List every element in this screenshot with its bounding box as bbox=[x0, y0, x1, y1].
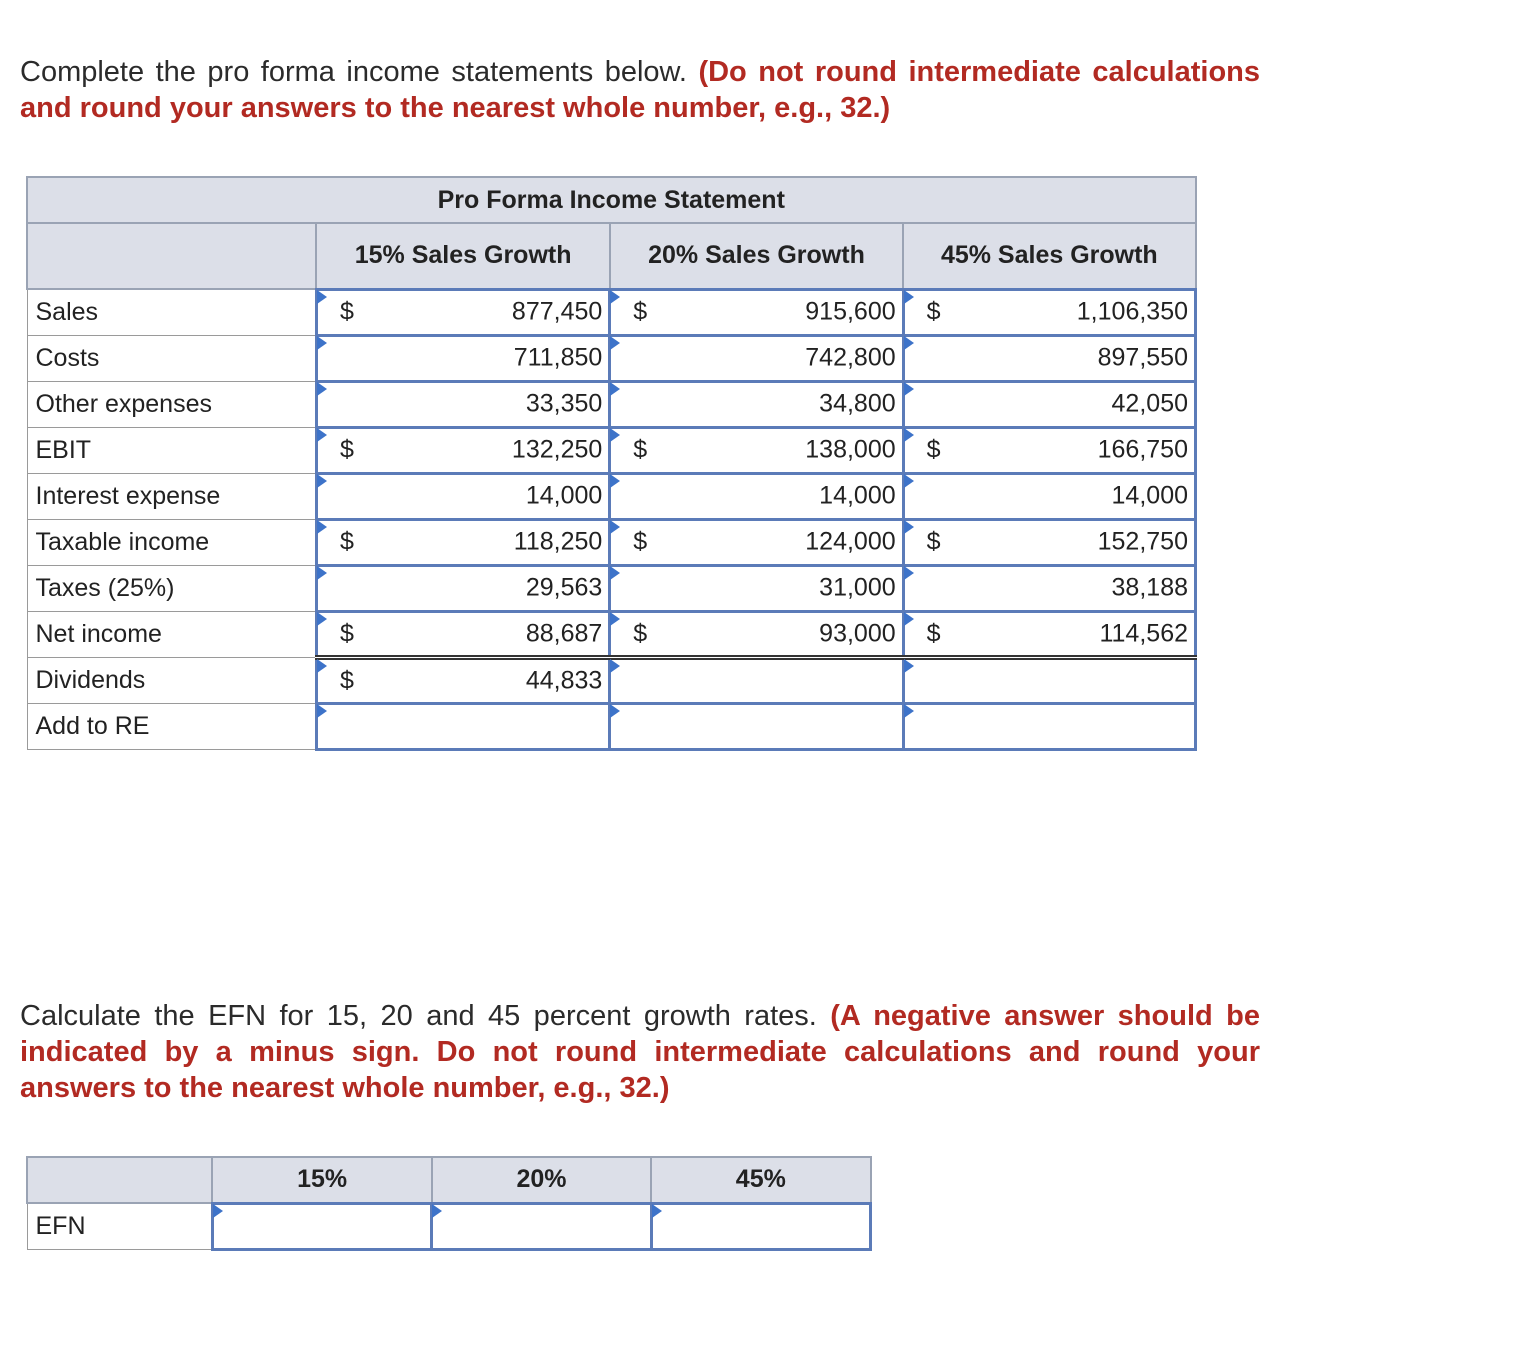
input-marker-icon bbox=[317, 612, 327, 626]
costs-input-45[interactable] bbox=[903, 335, 1195, 381]
row-label-dividends: Dividends bbox=[27, 657, 316, 703]
add-to-re-input-15[interactable] bbox=[316, 703, 609, 749]
input-marker-icon bbox=[904, 474, 914, 488]
interest-expense-input-45[interactable] bbox=[903, 473, 1195, 519]
input-marker-icon bbox=[317, 659, 327, 673]
header-blank bbox=[27, 1157, 212, 1203]
cell-value: 14,000 bbox=[525, 481, 603, 510]
input-marker-icon bbox=[610, 520, 620, 534]
table-row bbox=[27, 565, 1196, 611]
input-marker-icon bbox=[904, 704, 914, 718]
pro-forma-income-statement-table bbox=[26, 176, 1197, 751]
input-marker-icon bbox=[610, 612, 620, 626]
interest-expense-input-20[interactable] bbox=[610, 473, 903, 519]
cell-value: 34,800 bbox=[819, 389, 896, 418]
row-label-taxes-25: Taxes (25%) bbox=[27, 565, 316, 611]
currency-symbol: $ bbox=[339, 527, 354, 556]
taxes-25-input-45[interactable] bbox=[903, 565, 1195, 611]
currency-symbol: $ bbox=[633, 435, 648, 464]
table-row bbox=[27, 381, 1196, 427]
currency-symbol: $ bbox=[926, 297, 941, 326]
cell-value: 38,188 bbox=[1111, 573, 1188, 602]
instruction-income-statement bbox=[20, 54, 1260, 126]
cell-value: 31,000 bbox=[819, 573, 896, 602]
input-marker-icon bbox=[610, 428, 620, 442]
input-marker-icon bbox=[610, 290, 620, 304]
input-marker-icon bbox=[317, 382, 327, 396]
cell-value: 138,000 bbox=[805, 435, 896, 464]
add-to-re-input-20[interactable] bbox=[610, 703, 903, 749]
instruction-text: Complete the pro forma income statements below. bbox=[20, 56, 699, 88]
dividends-input-15[interactable] bbox=[316, 657, 609, 703]
input-marker-icon bbox=[904, 520, 914, 534]
table-row bbox=[27, 473, 1196, 519]
input-marker-icon bbox=[317, 428, 327, 442]
efn-header-20: 20% bbox=[432, 1157, 651, 1203]
cell-value: 1,106,350 bbox=[1076, 297, 1188, 326]
table-row bbox=[27, 611, 1196, 657]
column-header-45: 45% Sales Growth bbox=[903, 223, 1195, 289]
ebit-input-20[interactable] bbox=[610, 427, 903, 473]
input-marker-icon bbox=[610, 382, 620, 396]
input-marker-icon bbox=[904, 566, 914, 580]
other-expenses-input-20[interactable] bbox=[610, 381, 903, 427]
interest-expense-input-15[interactable] bbox=[316, 473, 609, 519]
table-row bbox=[27, 427, 1196, 473]
taxable-income-input-20[interactable] bbox=[610, 519, 903, 565]
efn-table bbox=[26, 1156, 872, 1251]
row-label-efn: EFN bbox=[27, 1203, 212, 1249]
input-marker-icon bbox=[213, 1204, 223, 1218]
input-marker-icon bbox=[610, 474, 620, 488]
input-marker-icon bbox=[904, 382, 914, 396]
cell-value: 132,250 bbox=[511, 435, 603, 464]
row-label-interest-expense: Interest expense bbox=[27, 473, 316, 519]
cell-value: 897,550 bbox=[1097, 343, 1188, 372]
input-marker-icon bbox=[904, 659, 914, 673]
cell-value: 33,350 bbox=[525, 389, 603, 418]
sales-input-15[interactable] bbox=[316, 289, 609, 335]
dividends-input-20[interactable] bbox=[610, 657, 903, 703]
dividends-input-45[interactable] bbox=[903, 657, 1195, 703]
efn-input-15[interactable] bbox=[212, 1203, 431, 1249]
instruction-emphasis: (A negative answer should be indicated by a minus sign. Do not round intermediate calculations and round your answers to the nearest whole number, e.g., 32.) bbox=[20, 1000, 1260, 1104]
cell-value: 14,000 bbox=[1111, 481, 1188, 510]
input-marker-icon bbox=[317, 336, 327, 350]
row-label-costs: Costs bbox=[27, 335, 316, 381]
cell-value: 166,750 bbox=[1097, 435, 1188, 464]
other-expenses-input-15[interactable] bbox=[316, 381, 609, 427]
cell-value: 44,833 bbox=[525, 666, 603, 694]
costs-input-15[interactable] bbox=[316, 335, 609, 381]
input-marker-icon bbox=[652, 1204, 662, 1218]
input-marker-icon bbox=[904, 336, 914, 350]
cell-value: 124,000 bbox=[805, 527, 896, 556]
input-marker-icon bbox=[904, 290, 914, 304]
currency-symbol: $ bbox=[926, 527, 941, 556]
row-label-ebit: EBIT bbox=[27, 427, 316, 473]
input-marker-icon bbox=[610, 566, 620, 580]
input-marker-icon bbox=[610, 704, 620, 718]
currency-symbol: $ bbox=[633, 297, 648, 326]
table-row bbox=[27, 335, 1196, 381]
cell-value: 88,687 bbox=[525, 619, 603, 647]
cell-value: 118,250 bbox=[513, 527, 603, 556]
table-title: Pro Forma Income Statement bbox=[27, 177, 1196, 223]
input-marker-icon bbox=[610, 336, 620, 350]
input-marker-icon bbox=[317, 474, 327, 488]
cell-value: 29,563 bbox=[525, 573, 603, 602]
input-marker-icon bbox=[610, 659, 620, 673]
taxes-25-input-20[interactable] bbox=[610, 565, 903, 611]
currency-symbol: $ bbox=[633, 619, 648, 647]
ebit-input-15[interactable] bbox=[316, 427, 609, 473]
table-row bbox=[27, 657, 1196, 703]
cell-value: 915,600 bbox=[805, 297, 896, 326]
currency-symbol: $ bbox=[339, 666, 354, 694]
other-expenses-input-45[interactable] bbox=[903, 381, 1195, 427]
table-row bbox=[27, 289, 1196, 335]
currency-symbol: $ bbox=[926, 619, 941, 647]
cell-value: 14,000 bbox=[819, 481, 896, 510]
instruction-efn bbox=[20, 998, 1260, 1106]
efn-input-45[interactable] bbox=[651, 1203, 870, 1249]
currency-symbol: $ bbox=[926, 435, 941, 464]
table-row bbox=[27, 703, 1196, 749]
net-income-input-15[interactable] bbox=[316, 611, 609, 657]
efn-header-45: 45% bbox=[651, 1157, 870, 1203]
taxable-income-input-45[interactable] bbox=[903, 519, 1195, 565]
row-label-net-income: Net income bbox=[27, 611, 316, 657]
currency-symbol: $ bbox=[339, 297, 354, 326]
input-marker-icon bbox=[904, 612, 914, 626]
cell-value: 742,800 bbox=[805, 343, 896, 372]
sales-input-20[interactable] bbox=[610, 289, 903, 335]
cell-value: 42,050 bbox=[1111, 389, 1188, 418]
input-marker-icon bbox=[317, 566, 327, 580]
row-label-other-expenses: Other expenses bbox=[27, 381, 316, 427]
net-income-input-20[interactable] bbox=[610, 611, 903, 657]
currency-symbol: $ bbox=[339, 619, 354, 647]
header-blank bbox=[27, 223, 316, 289]
add-to-re-input-45[interactable] bbox=[903, 703, 1195, 749]
table-row bbox=[27, 519, 1196, 565]
ebit-input-45[interactable] bbox=[903, 427, 1195, 473]
input-marker-icon bbox=[432, 1204, 442, 1218]
cell-value: 93,000 bbox=[819, 619, 896, 647]
column-header-20: 20% Sales Growth bbox=[610, 223, 903, 289]
input-marker-icon bbox=[904, 428, 914, 442]
net-income-input-45[interactable] bbox=[903, 611, 1195, 657]
efn-header-15: 15% bbox=[212, 1157, 431, 1203]
instruction-emphasis: (Do not round intermediate calculations and round your answers to the nearest whole number, e.g., 32.) bbox=[20, 56, 1261, 124]
taxable-income-input-15[interactable] bbox=[316, 519, 609, 565]
input-marker-icon bbox=[317, 290, 327, 304]
column-header-15: 15% Sales Growth bbox=[316, 223, 609, 289]
cell-value: 711,850 bbox=[513, 343, 603, 372]
row-label-taxable-income: Taxable income bbox=[27, 519, 316, 565]
cell-value: 114,562 bbox=[1099, 619, 1188, 647]
instruction-text: Calculate the EFN for 15, 20 and 45 percent growth rates. bbox=[20, 1000, 831, 1032]
currency-symbol: $ bbox=[633, 527, 648, 556]
cell-value: 152,750 bbox=[1097, 527, 1188, 556]
sales-input-45[interactable] bbox=[903, 289, 1195, 335]
input-marker-icon bbox=[317, 704, 327, 718]
row-label-sales: Sales bbox=[27, 289, 316, 335]
row-label-add-to-re: Add to RE bbox=[27, 703, 316, 749]
currency-symbol: $ bbox=[339, 435, 354, 464]
cell-value: 877,450 bbox=[511, 297, 603, 326]
input-marker-icon bbox=[317, 520, 327, 534]
efn-input-20[interactable] bbox=[432, 1203, 651, 1249]
taxes-25-input-15[interactable] bbox=[316, 565, 609, 611]
costs-input-20[interactable] bbox=[610, 335, 903, 381]
